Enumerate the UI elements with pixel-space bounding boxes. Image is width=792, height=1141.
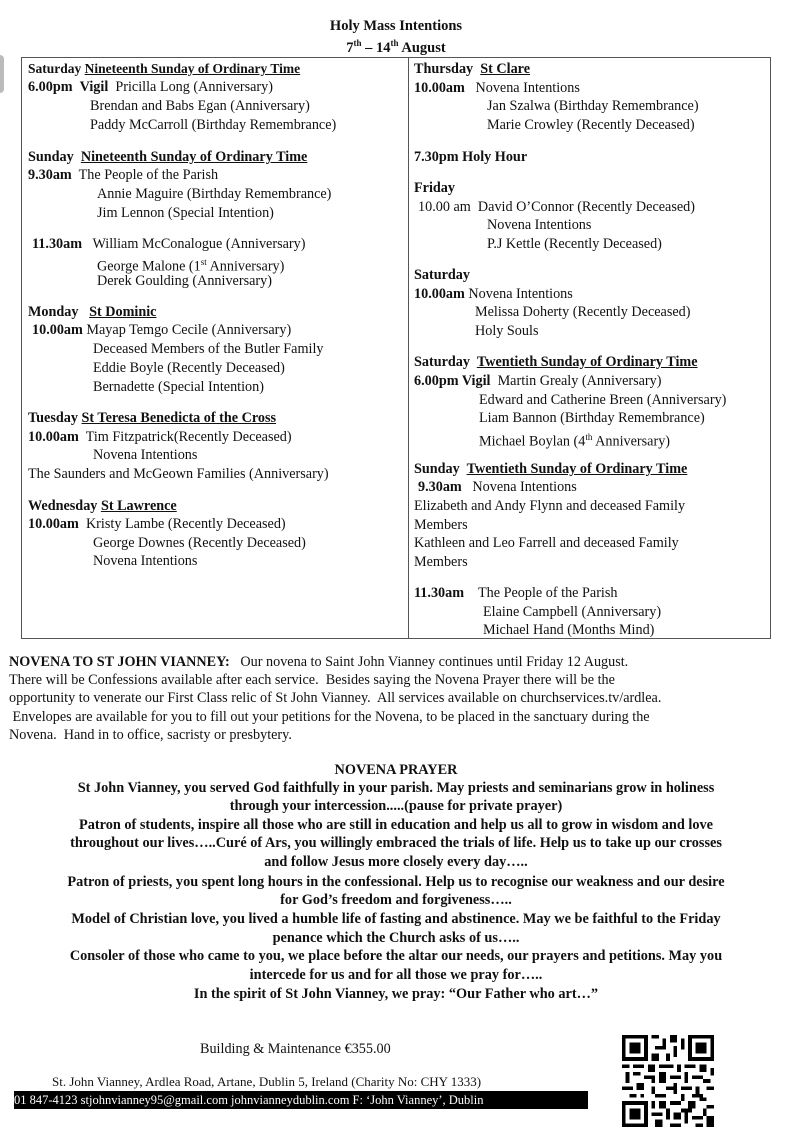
notice-line: Novena. Hand in to office, sacristy or presbytery. [9, 726, 292, 743]
intention-line: Michael Hand (Months Mind) [483, 622, 655, 638]
intention-line: Elizabeth and Andy Flynn and deceased Family [414, 498, 686, 514]
mass-entry: 10.00am Novena Intentions [414, 286, 573, 302]
intention-line: George Downes (Recently Deceased) [93, 535, 306, 551]
novena-notice [9, 653, 785, 744]
page-edge-mark [0, 55, 4, 93]
day-thursday: Thursday St Clare [414, 61, 531, 77]
intention-line: Michael Boylan (4th Anniversary) [479, 432, 671, 450]
mass-entry: 10.00 am David O’Connor (Recently Deceased) [418, 199, 695, 215]
column-divider [408, 57, 409, 639]
page-title: Holy Mass Intentions [329, 18, 463, 34]
mass-entry: 11.30am William McConalogue (Anniversary) [32, 236, 306, 252]
intention-line: Brendan and Babs Egan (Anniversary) [90, 98, 310, 114]
intention-line: Members [414, 554, 468, 570]
mass-entry: 9.30am The People of the Parish [28, 167, 219, 183]
intention-line: P.J Kettle (Recently Deceased) [487, 236, 662, 252]
intention-line: Derek Goulding (Anniversary) [97, 273, 272, 289]
prayer-line: through your intercession.....(pause for private prayer) [229, 798, 563, 814]
day-saturday-vigil: Saturday Twentieth Sunday of Ordinary Time [414, 354, 698, 370]
day-tuesday: Tuesday St Teresa Benedicta of the Cross [28, 410, 277, 426]
day-wednesday: Wednesday St Lawrence [28, 498, 177, 514]
prayer-line: for God’s freedom and forgiveness….. [280, 892, 512, 908]
prayer-line: Model of Christian love, you lived a humble life of fasting and abstinence. May we be faithful to the Friday [71, 911, 721, 927]
mass-entry: 6.00pm Vigil Pricilla Long (Anniversary) [28, 79, 273, 95]
date-range: 7th – 14th August [346, 38, 446, 56]
prayer-line: Consoler of those who came to you, we place before the altar our needs, our prayers and petitions. May you [69, 948, 723, 964]
notice-line: opportunity to venerate our First Class relic of St John Vianney. All services available on churchservices.tv/ardlea. [9, 690, 662, 707]
intention-line: The Saunders and McGeown Families (Anniversary) [28, 466, 329, 482]
intention-line: Bernadette (Special Intention) [93, 379, 264, 395]
prayer-line: In the spirit of St John Vianney, we pray: “Our Father who art…” [193, 986, 599, 1002]
day-saturday-2: Saturday [414, 267, 470, 283]
intention-line: Annie Maguire (Birthday Remembrance) [97, 186, 332, 202]
notice-line: Envelopes are available for you to fill out your petitions for the Novena, to be placed in the sanctuary during the [9, 708, 650, 725]
novena-notice-heading: NOVENA TO ST JOHN VIANNEY: [9, 654, 230, 670]
holy-hour: 7.30pm Holy Hour [414, 149, 528, 165]
intention-line: Elaine Campbell (Anniversary) [483, 604, 662, 620]
prayer-line: intercede for us and for all those we pray for….. [249, 967, 543, 983]
intention-line: Marie Crowley (Recently Deceased) [487, 117, 695, 133]
prayer-line: and follow Jesus more closely every day….. [264, 854, 528, 870]
mass-entry: 11.30am The People of the Parish [414, 585, 618, 601]
mass-entry: 10.00am Mayap Temgo Cecile (Anniversary) [32, 322, 292, 338]
intention-line: Liam Bannon (Birthday Remembrance) [479, 410, 705, 426]
day-monday: Monday St Dominic [28, 304, 157, 320]
qr-code-icon [622, 1035, 714, 1127]
day-friday: Friday [414, 180, 455, 196]
prayer-line: Patron of priests, you spent long hours in the confessional. Help us to recognise our weakness and our desire [67, 874, 725, 890]
intention-line: Paddy McCarroll (Birthday Remembrance) [90, 117, 337, 133]
intention-line: Novena Intentions [93, 447, 198, 463]
intention-line: Deceased Members of the Butler Family [93, 341, 324, 357]
intention-line: Kathleen and Leo Farrell and deceased Family [414, 535, 679, 551]
building-maintenance: Building & Maintenance €355.00 [200, 1041, 391, 1057]
notice-line: There will be Confessions available after each service. Besides saying the Novena Prayer there will be the [9, 672, 615, 689]
mass-entry: 10.00am Novena Intentions [414, 80, 580, 96]
prayer-line: St John Vianney, you served God faithfully in your parish. May priests and seminarians grow in holiness [77, 780, 715, 796]
mass-entry: 10.00am Tim Fitzpatrick(Recently Deceased) [28, 429, 292, 445]
contact-bar: 01 847-4123 stjohnvianney95@gmail.com johnvianneydublin.com F: ‘John Vianney’, Dublin [14, 1091, 588, 1109]
intention-line: Novena Intentions [93, 553, 198, 569]
intention-line: Members [414, 517, 468, 533]
intention-line: George Malone (1st Anniversary) [97, 257, 285, 275]
parish-address: St. John Vianney, Ardlea Road, Artane, Dublin 5, Ireland (Charity No: CHY 1333) [52, 1074, 482, 1089]
prayer-line: Patron of students, inspire all those who are still in education and help us all to grow in wisdom and love [78, 817, 714, 833]
notice-line: Our novena to Saint John Vianney continues until Friday 12 August. [240, 654, 629, 670]
prayer-heading: NOVENA PRAYER [334, 762, 458, 778]
intention-line: Jim Lennon (Special Intention) [97, 205, 274, 221]
intention-line: Eddie Boyle (Recently Deceased) [93, 360, 285, 376]
mass-entry: 6.00pm Vigil Martin Grealy (Anniversary) [414, 373, 662, 389]
intention-line: Novena Intentions [487, 217, 592, 233]
intention-line: Melissa Doherty (Recently Deceased) [475, 304, 691, 320]
day-sunday: Sunday Nineteenth Sunday of Ordinary Time [28, 149, 308, 165]
prayer-line: throughout our lives…..Curé of Ars, you willingly embraced the trials of life. Help us to take up our crosses [70, 835, 722, 851]
day-sunday-2: Sunday Twentieth Sunday of Ordinary Time [414, 461, 688, 477]
intention-line: Edward and Catherine Breen (Anniversary) [479, 392, 727, 408]
intention-line: Holy Souls [475, 323, 539, 339]
prayer-line: penance which the Church asks of us….. [272, 930, 520, 946]
mass-entry: 9.30am Novena Intentions [418, 479, 577, 495]
day-saturday: Saturday Nineteenth Sunday of Ordinary Time [28, 61, 301, 76]
intention-line: Jan Szalwa (Birthday Remembrance) [487, 98, 699, 114]
mass-entry: 10.00am Kristy Lambe (Recently Deceased) [28, 516, 286, 532]
